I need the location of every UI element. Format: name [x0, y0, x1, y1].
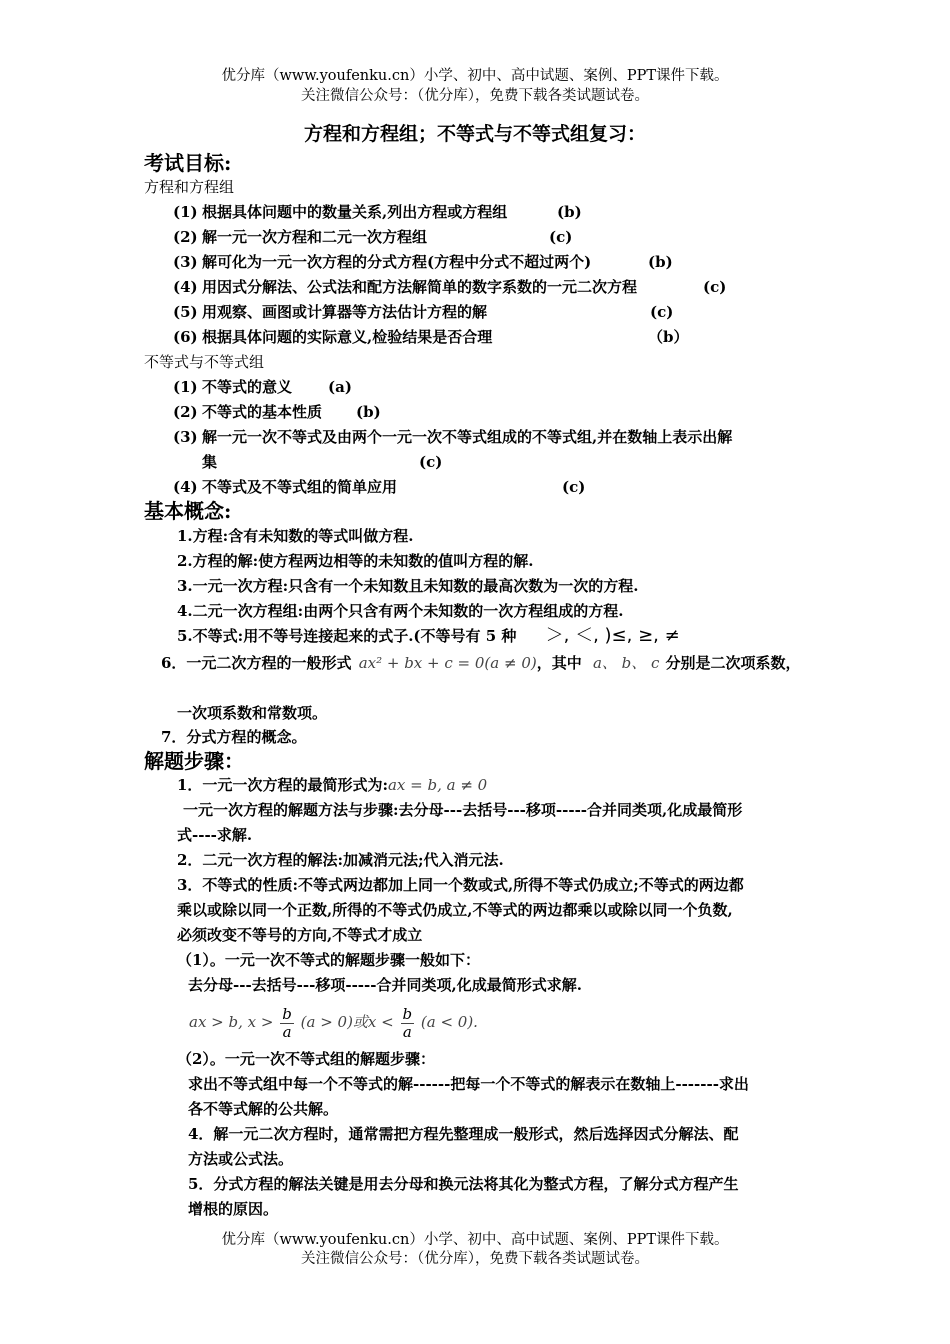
concept-item: 7．分式方程的概念。	[161, 728, 307, 746]
fraction	[401, 1006, 415, 1041]
ineq-subheading: 不等式与不等式组	[144, 353, 265, 371]
formula-part: (a < 0).	[420, 1013, 478, 1031]
list-item-level: (b)	[648, 253, 673, 271]
step-item: 2．二元一次方程的解法:加减消元法;代入消元法.	[177, 851, 504, 869]
list-item-text: 不等式的基本性质	[202, 403, 323, 421]
list-item-num: (6)	[173, 328, 198, 346]
step-text: 增根的原因。	[188, 1200, 279, 1218]
list-item-text: 解一元一次方程和二元一次方程组	[202, 228, 428, 246]
list-item-level: (c)	[549, 228, 573, 246]
list-item-num: (5)	[173, 303, 198, 321]
inequality-symbols: ＞, ＜, )≤, ≥, ≠	[545, 625, 680, 646]
list-item-text: 用因式分解法、公式法和配方法解简单的数字系数的一元二次方程	[202, 278, 638, 296]
list-item-level: (c)	[650, 303, 674, 321]
concept-item-text: 分别是二次项系数，	[665, 654, 801, 672]
formula-part: (a > 0)或x <	[300, 1013, 394, 1031]
list-item-text: 根据具体问题的实际意义,检验结果是否合理	[202, 328, 493, 346]
step-item	[177, 775, 487, 795]
step-item-text: 1．一元一次方程的最简形式为:	[177, 776, 388, 794]
list-item-level: (b)	[356, 403, 381, 421]
linear-simplest-form: ax = b, a ≠ 0	[387, 776, 488, 794]
list-item-level: (a)	[328, 378, 352, 396]
list-item-num: (3)	[173, 428, 198, 446]
step-item: 5．分式方程的解法关键是用去分母和换元法将其化为整式方程，了解分式方程产生	[188, 1175, 739, 1193]
list-item-level: (c)	[562, 478, 586, 496]
list-item-num: (1)	[173, 203, 198, 221]
step-text: 一元一次方程的解题方法与步骤:去分母---去括号---移项-----合并同类项,化成最简形	[183, 801, 743, 819]
list-item-num: (1)	[173, 378, 198, 396]
step-text: 乘以或除以同一个正数,所得的不等式仍成立,不等式的两边都乘以或除以同一个负数,	[177, 901, 733, 919]
list-item-text-cont: 集	[202, 453, 218, 471]
concept-item: 3.一元一次方程:只含有一个未知数且未知数的最高次数为一次的方程.	[177, 577, 639, 595]
concept-item	[177, 626, 680, 646]
step-item: 4．解一元二次方程时，通常需把方程先整理成一般形式，然后选择因式分解法、配	[188, 1125, 739, 1143]
fraction-denominator: a	[402, 1022, 412, 1041]
steps-heading: 解题步骤：	[144, 749, 244, 773]
footer-line-2: 关注微信公众号：（优分库），免费下载各类试题试卷。	[301, 1251, 649, 1267]
step-text: 必须改变不等号的方向,不等式才成立	[177, 926, 423, 944]
list-item-num: (4)	[173, 278, 198, 296]
step-text: 式----求解.	[177, 826, 253, 844]
list-item-num: (2)	[173, 403, 198, 421]
sub-step-label: （1）。一元一次不等式的解题步骤一般如下：	[177, 951, 480, 969]
exam-goals-heading: 考试目标:	[144, 151, 232, 175]
concept-item-text: ，其中	[536, 654, 582, 672]
concept-item-cont: 一次项系数和常数项。	[177, 704, 328, 722]
fraction	[280, 1006, 294, 1041]
header-line-1: 优分库（www.youfenku.cn）小学、初中、高中试题、案例、PPT课件下载。	[221, 68, 729, 84]
list-item-level: (c)	[703, 278, 727, 296]
list-item-level: （b）	[648, 328, 689, 346]
sub-step-text: 去分母---去括号---移项-----合并同类项,化成最简形式求解.	[188, 976, 582, 994]
fraction-denominator: a	[282, 1022, 292, 1041]
sub-step-label: （2）。一元一次不等式组的解题步骤：	[177, 1050, 435, 1068]
step-item: 3．不等式的性质:不等式两边都加上同一个数或式,所得不等式仍成立;不等式的两边都	[177, 876, 744, 894]
list-item-text: 用观察、画图或计算器等方法估计方程的解	[202, 303, 488, 321]
list-item-text: 不等式及不等式组的简单应用	[202, 478, 398, 496]
concept-item: 4.二元一次方程组:由两个只含有两个未知数的一次方程组成的方程.	[177, 602, 624, 620]
quadratic-formula: ax² + bx + c = 0(a ≠ 0)	[358, 654, 537, 672]
concept-item-text: 6．一元二次方程的一般形式	[161, 654, 352, 672]
list-item-num: (4)	[173, 478, 198, 496]
step-text: 方法或公式法。	[188, 1150, 294, 1168]
list-item-level: (b)	[557, 203, 582, 221]
fraction-numerator: b	[282, 1004, 292, 1023]
list-item-text: 根据具体问题中的数量关系,列出方程或方程组	[202, 203, 508, 221]
page-title: 方程和方程组；不等式与不等式组复习：	[303, 123, 646, 145]
sub-step-text: 各不等式解的公共解。	[188, 1100, 339, 1118]
concepts-heading: 基本概念:	[144, 499, 232, 523]
list-item-text: 解一元一次不等式及由两个一元一次不等式组成的不等式组,并在数轴上表示出解	[202, 428, 733, 446]
list-item-num: (2)	[173, 228, 198, 246]
header-line-2: 关注微信公众号：（优分库），免费下载各类试题试卷。	[301, 88, 649, 104]
list-item-num: (3)	[173, 253, 198, 271]
sub-step-text: 求出不等式组中每一个不等式的解------把每一个不等式的解表示在数轴上-------求出	[188, 1075, 749, 1093]
concept-item: 2.方程的解:使方程两边相等的未知数的值叫方程的解.	[177, 552, 534, 570]
inequality-solution-formula	[189, 1000, 478, 1044]
concept-item	[161, 653, 800, 673]
coefficient-vars: a、 b、 c	[592, 654, 660, 672]
formula-part: ax > b, x >	[189, 1013, 274, 1031]
footer-line-1: 优分库（www.youfenku.cn）小学、初中、高中试题、案例、PPT课件下载。	[221, 1232, 729, 1248]
concept-item-text: 5.不等式:用不等号连接起来的式子.(不等号有 5 种	[177, 627, 517, 645]
list-item-text: 解可化为一元一次方程的分式方程(方程中分式不超过两个)	[202, 253, 592, 271]
list-item-level: (c)	[419, 453, 443, 471]
concept-item: 1.方程:含有未知数的等式叫做方程.	[177, 527, 414, 545]
fraction-numerator: b	[402, 1004, 413, 1023]
list-item-text: 不等式的意义	[202, 378, 293, 396]
eq-subheading: 方程和方程组	[144, 178, 235, 196]
